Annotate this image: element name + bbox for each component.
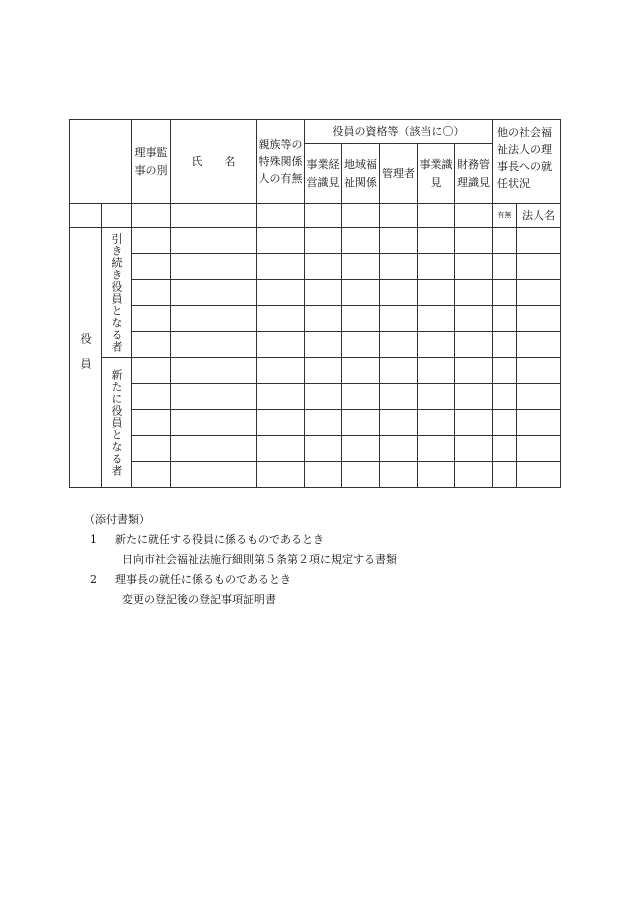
entry-cell[interactable] (517, 306, 561, 332)
entry-cell[interactable] (455, 436, 493, 462)
entry-cell[interactable] (380, 228, 418, 254)
entry-cell[interactable] (257, 332, 305, 358)
attachment-item-2 (84, 571, 397, 591)
table-row (70, 384, 561, 410)
entry-cell[interactable] (342, 358, 380, 384)
header-other-yesno: 有無 (493, 204, 517, 228)
header-qual-business-mgmt: 事業経営識見 (305, 144, 342, 204)
entry-cell[interactable] (517, 384, 561, 410)
entry-cell[interactable] (171, 280, 257, 306)
group-label-continuing: 引き続き役員となる者 (110, 232, 124, 353)
entry-cell[interactable] (455, 254, 493, 280)
entry-cell[interactable] (517, 410, 561, 436)
attachments-heading: （添付書類） (84, 513, 150, 526)
entry-cell[interactable] (455, 358, 493, 384)
attachment-text: 理事長の就任に係るものであるとき (115, 573, 291, 586)
table-row (70, 332, 561, 358)
entry-cell[interactable] (493, 358, 517, 384)
attachment-text: 新たに就任する役員に係るものであるとき (115, 533, 324, 546)
entry-cell[interactable] (418, 306, 455, 332)
header-cell (342, 204, 380, 228)
entry-cell[interactable] (380, 358, 418, 384)
entry-cell[interactable] (517, 462, 561, 488)
entry-cell[interactable] (455, 410, 493, 436)
entry-cell[interactable] (418, 436, 455, 462)
attachment-number: 1 (90, 533, 97, 546)
header-cell (70, 204, 102, 228)
entry-cell[interactable] (455, 306, 493, 332)
entry-cell[interactable] (493, 436, 517, 462)
entry-cell[interactable] (517, 254, 561, 280)
entry-cell[interactable] (305, 332, 342, 358)
entry-cell[interactable] (493, 332, 517, 358)
attachment-subtext-2: 変更の登記後の登記事項証明書 (122, 593, 276, 606)
entry-cell[interactable] (257, 358, 305, 384)
entry-cell[interactable] (493, 410, 517, 436)
header-qual-manager: 管理者 (380, 144, 418, 204)
entry-cell[interactable] (257, 254, 305, 280)
table-row (70, 306, 561, 332)
entry-cell[interactable] (418, 462, 455, 488)
entry-cell[interactable] (132, 410, 171, 436)
table-row (70, 254, 561, 280)
officers-label-cell (70, 228, 102, 488)
group-label-new: 新たに役員となる者 (110, 368, 124, 477)
table-row (70, 410, 561, 436)
entry-cell[interactable] (257, 462, 305, 488)
entry-cell[interactable] (380, 410, 418, 436)
header-cell (380, 204, 418, 228)
header-relatives: 親族等の特殊関係人の有無 (257, 120, 305, 204)
attachment-item-1 (84, 531, 397, 551)
entry-cell[interactable] (132, 462, 171, 488)
entry-cell[interactable] (305, 254, 342, 280)
entry-cell[interactable] (305, 462, 342, 488)
entry-cell[interactable] (418, 254, 455, 280)
entry-cell[interactable] (418, 280, 455, 306)
header-cell (455, 204, 493, 228)
entry-cell[interactable] (342, 280, 380, 306)
header-qual-finance: 財務管理識見 (455, 144, 493, 204)
entry-cell[interactable] (517, 280, 561, 306)
entry-cell[interactable] (257, 280, 305, 306)
entry-cell[interactable] (517, 332, 561, 358)
entry-cell[interactable] (132, 358, 171, 384)
header-role-type: 理事監事の別 (132, 120, 171, 204)
attachment-subtext-1: 日向市社会福祉法施行細則第５条第２項に規定する書類 (122, 553, 397, 566)
entry-cell[interactable] (380, 332, 418, 358)
entry-cell[interactable] (493, 280, 517, 306)
entry-cell[interactable] (517, 436, 561, 462)
entry-cell[interactable] (380, 306, 418, 332)
entry-cell[interactable] (257, 436, 305, 462)
table-row (70, 462, 561, 488)
entry-cell[interactable] (493, 254, 517, 280)
entry-cell[interactable] (171, 462, 257, 488)
entry-cell[interactable] (493, 306, 517, 332)
entry-cell[interactable] (171, 254, 257, 280)
entry-cell[interactable] (171, 410, 257, 436)
entry-cell[interactable] (493, 384, 517, 410)
entry-cell[interactable] (455, 228, 493, 254)
entry-cell[interactable] (257, 384, 305, 410)
header-other-corporation: 他の社会福祉法人の理事長への就任状況 (493, 120, 561, 204)
entry-cell[interactable] (305, 384, 342, 410)
entry-cell[interactable] (418, 384, 455, 410)
table-row (70, 280, 561, 306)
entry-cell[interactable] (132, 228, 171, 254)
header-qualifications: 役員の資格等（該当に〇） (305, 120, 493, 144)
entry-cell[interactable] (380, 254, 418, 280)
header-cell (102, 204, 132, 228)
header-other-corp-name: 法人名 (517, 204, 561, 228)
entry-cell[interactable] (517, 358, 561, 384)
officer-change-table (69, 119, 561, 488)
group-label-cell-continuing (102, 228, 132, 358)
header-name: 氏 名 (171, 120, 257, 204)
table-header (70, 120, 561, 228)
entry-cell[interactable] (380, 280, 418, 306)
entry-cell[interactable] (132, 436, 171, 462)
header-cell (418, 204, 455, 228)
entry-cell[interactable] (455, 280, 493, 306)
entry-cell[interactable] (257, 306, 305, 332)
entry-cell[interactable] (418, 358, 455, 384)
table-row (70, 228, 561, 254)
entry-cell[interactable] (342, 384, 380, 410)
entry-cell[interactable] (132, 254, 171, 280)
entry-cell[interactable] (380, 436, 418, 462)
entry-cell[interactable] (380, 462, 418, 488)
table-body (70, 228, 561, 488)
entry-cell[interactable] (342, 228, 380, 254)
entry-cell[interactable] (305, 436, 342, 462)
entry-cell[interactable] (171, 306, 257, 332)
entry-cell[interactable] (171, 358, 257, 384)
entry-cell[interactable] (342, 254, 380, 280)
header-cell (132, 204, 171, 228)
entry-cell[interactable] (305, 306, 342, 332)
header-cell (257, 204, 305, 228)
entry-cell[interactable] (342, 462, 380, 488)
entry-cell[interactable] (171, 384, 257, 410)
table-row (70, 358, 561, 384)
header-cell (305, 204, 342, 228)
entry-cell[interactable] (455, 384, 493, 410)
entry-cell[interactable] (305, 358, 342, 384)
entry-cell[interactable] (305, 280, 342, 306)
entry-cell[interactable] (132, 332, 171, 358)
entry-cell[interactable] (171, 228, 257, 254)
entry-cell[interactable] (418, 332, 455, 358)
table-row (70, 436, 561, 462)
header-qual-business: 事業識見 (418, 144, 455, 204)
entry-cell[interactable] (455, 332, 493, 358)
entry-cell[interactable] (493, 228, 517, 254)
entry-cell[interactable] (305, 410, 342, 436)
entry-cell[interactable] (257, 228, 305, 254)
attachments-section (84, 511, 397, 611)
entry-cell[interactable] (418, 410, 455, 436)
header-cell (171, 204, 257, 228)
entry-cell[interactable] (257, 410, 305, 436)
header-qual-community: 地域福祉関係 (342, 144, 380, 204)
entry-cell[interactable] (342, 410, 380, 436)
entry-cell[interactable] (342, 306, 380, 332)
entry-cell[interactable] (380, 384, 418, 410)
attachment-number: 2 (90, 573, 97, 586)
group-label-cell-new (102, 358, 132, 488)
entry-cell[interactable] (493, 462, 517, 488)
entry-cell[interactable] (171, 332, 257, 358)
entry-cell[interactable] (132, 280, 171, 306)
header-blank (70, 120, 132, 204)
entry-cell[interactable] (132, 384, 171, 410)
entry-cell[interactable] (342, 332, 380, 358)
entry-cell[interactable] (455, 462, 493, 488)
entry-cell[interactable] (305, 228, 342, 254)
officers-label: 役員 (79, 332, 93, 383)
entry-cell[interactable] (132, 306, 171, 332)
entry-cell[interactable] (418, 228, 455, 254)
entry-cell[interactable] (171, 436, 257, 462)
entry-cell[interactable] (517, 228, 561, 254)
entry-cell[interactable] (342, 436, 380, 462)
